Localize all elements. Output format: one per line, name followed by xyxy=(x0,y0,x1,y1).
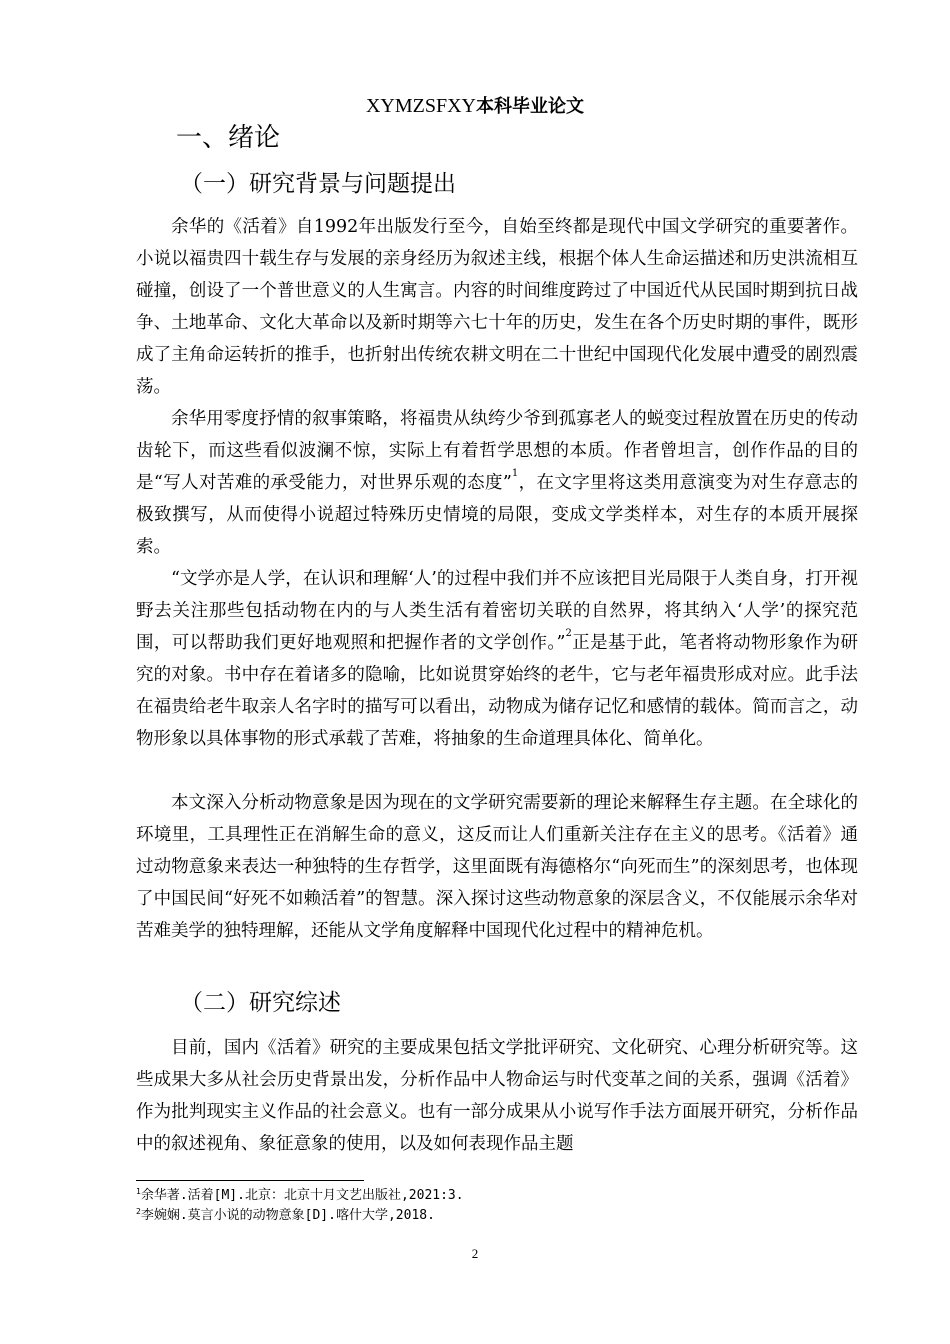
footnote-ref[interactable]: 1 xyxy=(511,468,519,479)
section-heading-review: （二）研究综述 xyxy=(180,990,341,1016)
paragraph xyxy=(136,563,858,755)
paragraph: 本文深入分析动物意象是因为现在的文学研究需要新的理论来解释生存主题。在全球化的环境里，工具理性正在消解生命的意义，这反而让人们重新关注存在主义的思考。《活着》通过动物意象来表达一种独特的生存哲学，这里面既有海德格尔“向死而生”的深刻思考，也体现了中国民间“好死不如赖活着”的智慧。深入探讨这些动物意象的深层含义，不仅能展示余华对苦难美学的独特理解，还能从文学角度解释中国现代化过程中的精神危机。 xyxy=(136,793,858,941)
paragraph xyxy=(136,403,858,563)
footnote-mark: 2 xyxy=(136,1207,141,1216)
paragraph-text: ，在文字里将这类用意演变为对生存意志的极致撰写，从而使得小说超过特殊历史情境的局限，变成文学类样本，对生存的本质开展探索。 xyxy=(136,473,858,557)
page-header xyxy=(0,92,950,121)
paragraph: 余华的《活着》自1992年出版发行至今，自始至终都是现代中国文学研究的重要著作。小说以福贵四十载生存与发展的亲身经历为叙述主线，根据个体人生命运描述和历史洪流相互碰撞，创设了一个普世意义的人生寓言。内容的时间维度跨过了中国近代从民国时期到抗日战争、土地革命、文化大革命以及新时期等六七十年的历史，发生在各个历史时期的事件，既形成了主角命运转折的推手，也折射出传统农耕文明在二十世纪中国现代化发展中遭受的剧烈震荡。 xyxy=(136,217,858,397)
footnote-separator xyxy=(136,1180,364,1181)
footnote-text: 李婉娴.莫言小说的动物意象[D].喀什大学,2018. xyxy=(140,1208,435,1223)
paragraph-text: 余华用零度抒情的叙事策略，将福贵从纨绔少爷到孤寡老人的蜕变过程放置在历史的传动齿轮下，而这些看似波澜不惊，实际上有着哲学思想的本质。作者曾坦言，创作作品的目的是“写人对苦难的承受能力，对世界乐观的态度” xyxy=(136,409,858,493)
paragraph-text: 正是基于此，笔者将动物形象作为研究的对象。书中存在着诸多的隐喻，比如说贯穿始终的老牛，它与老年福贵形成对应。此手法在福贵给老牛取亲人名字时的描写可以看出，动物成为储存记忆和感情的载体。简而言之，动物形象以具体事物的形式承载了苦难，将抽象的生命道理具体化、简单化。 xyxy=(136,633,858,749)
footnote-text: 余华著.活着[M].北京：北京十月文艺出版社,2021:3. xyxy=(140,1188,464,1203)
footnote-mark: 1 xyxy=(136,1187,141,1196)
footnote-ref[interactable]: 2 xyxy=(565,628,572,639)
section-heading-background: （一）研究背景与问题提出 xyxy=(180,171,456,197)
paragraph-text: “文学亦是人学，在认识和理解‘人’的过程中我们并不应该把目光局限于人类自身，打开视野去关注那些包括动物在内的与人类生活有着密切关联的自然界，将其纳入‘人学’的探究范围，可以帮助我们更好地观照和把握作者的文学创作。” xyxy=(136,569,858,653)
page-number: 2 xyxy=(471,1246,479,1261)
footnote xyxy=(136,1207,435,1225)
paragraph: 目前，国内《活着》研究的主要成果包括文学批评研究、文化研究、心理分析研究等。这些成果大多从社会历史背景出发，分析作品中人物命运与时代变革之间的关系，强调《活着》作为批判现实主义作品的社会意义。也有一部分成果从小说写作手法方面展开研究，分析作品中的叙述视角、象征意象的使用，以及如何表现作品主题 xyxy=(136,1038,858,1154)
header-title: 本科毕业论文 xyxy=(476,96,585,117)
footnote xyxy=(136,1187,464,1205)
school-code: XYMZSFXY xyxy=(365,95,477,117)
chapter-heading: 一、绪论 xyxy=(176,123,281,153)
